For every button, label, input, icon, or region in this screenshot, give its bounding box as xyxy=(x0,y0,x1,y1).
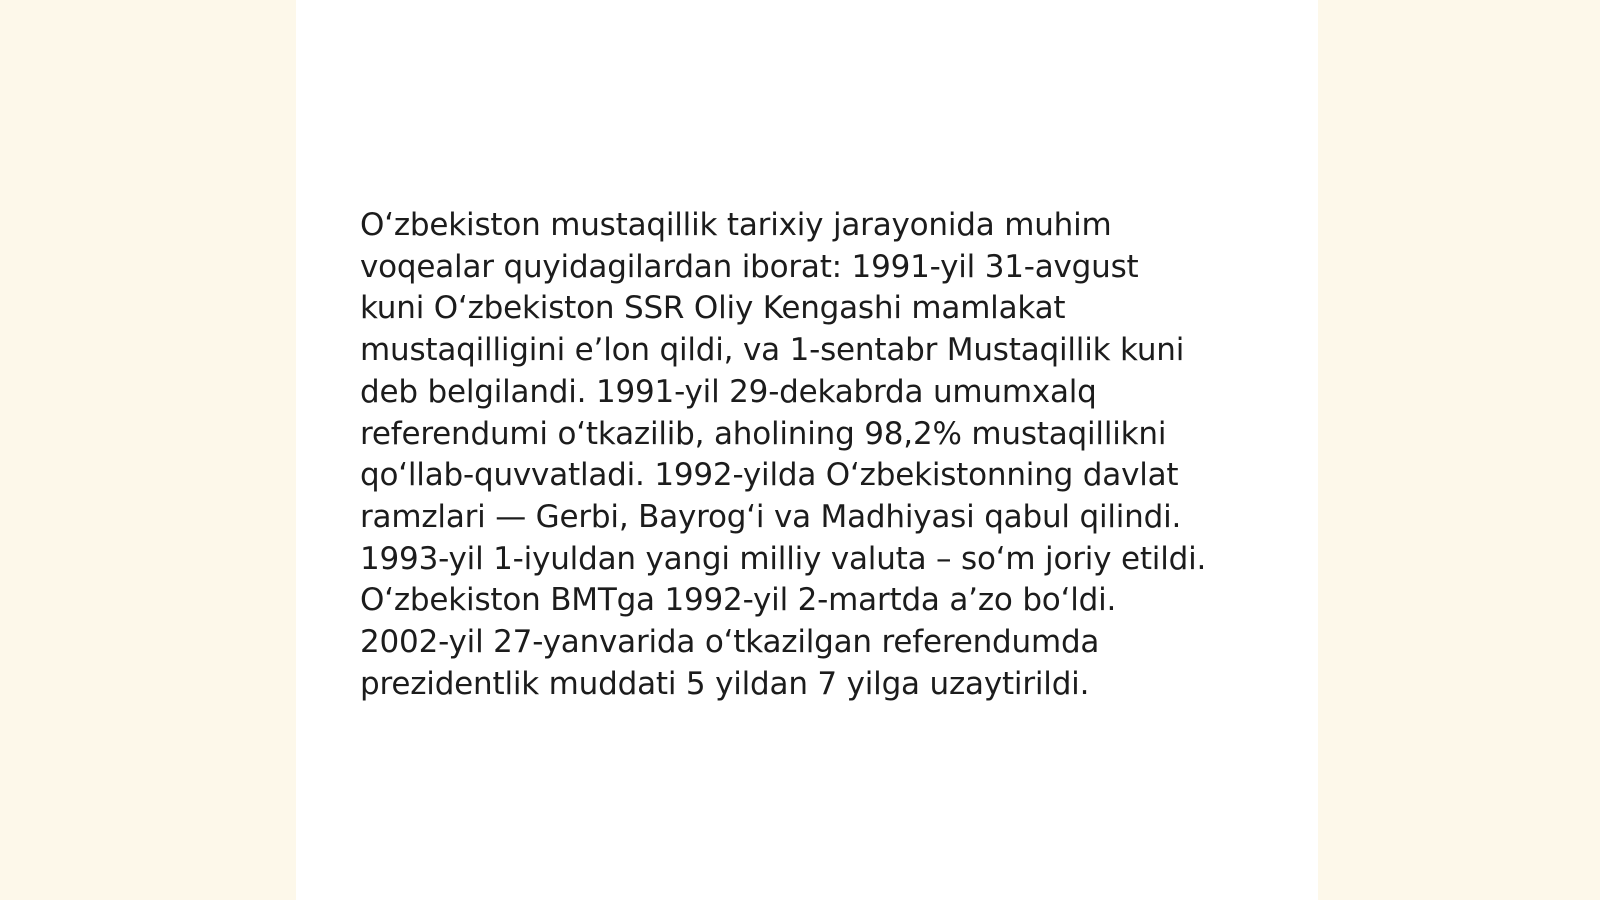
text-line: O‘zbekiston BMTga 1992-yil 2-martda a’zo bo‘ldi. xyxy=(360,582,1117,619)
right-margin-panel xyxy=(1318,0,1600,900)
text-line: voqealar quyidagilardan iborat: 1991-yil 31-avgust xyxy=(360,248,1139,285)
text-line: referendumi o‘tkazilib, aholining 98,2% mustaqillikni xyxy=(360,415,1167,452)
left-margin-panel xyxy=(0,0,296,900)
text-line: deb belgilandi. 1991-yil 29-dekabrda umumxalq xyxy=(360,373,1097,410)
text-line: 2002-yil 27-yanvarida o‘tkazilgan referendumda xyxy=(360,624,1100,661)
text-line: qo‘llab-quvvatladi. 1992-yilda O‘zbekistonning davlat xyxy=(360,457,1179,494)
text-line: ramzlari — Gerbi, Bayrog‘i va Madhiyasi qabul qilindi. xyxy=(360,498,1182,535)
text-line: O‘zbekiston mustaqillik tarixiy jarayonida muhim xyxy=(360,207,1112,243)
text-line: kuni O‘zbekiston SSR Oliy Kengashi mamlakat xyxy=(360,290,1066,327)
body-paragraph xyxy=(360,205,1260,705)
text-line: mustaqilligini e’lon qildi, va 1-sentabr Mustaqillik kuni xyxy=(360,332,1185,369)
text-line: prezidentlik muddati 5 yildan 7 yilga uzaytirildi. xyxy=(360,665,1090,702)
text-line: 1993-yil 1-iyuldan yangi milliy valuta – so‘m joriy etildi. xyxy=(360,540,1207,577)
